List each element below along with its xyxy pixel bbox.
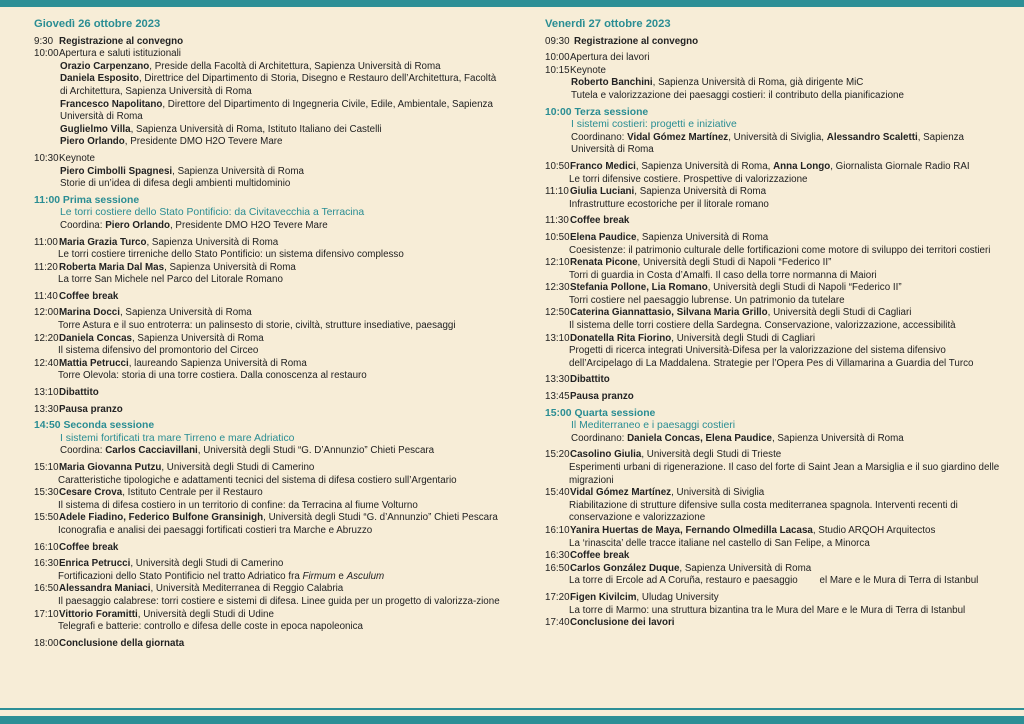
- day1-column: [34, 18, 502, 650]
- time-label: 17:40: [545, 617, 570, 629]
- greeting: [34, 99, 502, 124]
- program-item: [545, 617, 1007, 630]
- speaker-affiliation: , Università Mediterranea di Reggio Calabria: [150, 583, 344, 595]
- program-item: [545, 65, 1007, 78]
- speaker-affiliation: , Università degli Studi di Camerino: [161, 462, 315, 473]
- talk-item: [34, 609, 502, 622]
- talk-item: [34, 462, 502, 475]
- time-label: 15:20: [545, 449, 570, 461]
- speaker-affiliation: , Università degli Studi di Camerino: [130, 558, 284, 570]
- time-label: 16:10: [545, 524, 570, 536]
- speaker-name: Carlos González Duque: [570, 562, 680, 574]
- talk-title: Riabilitazione di strutture difensive sulla costa mediterranea spagnola. Interventi recenti di conservazione e valorizzazione: [569, 499, 958, 524]
- keynote-speaker: [545, 77, 1007, 90]
- program-item: [545, 391, 1007, 404]
- program-item: [34, 48, 502, 61]
- item-label: Coffee break: [570, 215, 630, 227]
- item-label: Apertura dei lavori: [570, 52, 650, 64]
- greeting: [34, 73, 502, 98]
- speaker-name: Stefania Pollone, Lia Romano: [570, 282, 708, 294]
- session-title: Le torri costiere dello Stato Pontificio: da Civitavecchia a Terracina: [60, 207, 365, 219]
- speaker-name: Franco Medici: [570, 160, 636, 172]
- speaker-name: Mattia Petrucci: [59, 357, 129, 369]
- talk-item: [545, 525, 1007, 538]
- program-item: [545, 36, 1007, 49]
- time-label: 11:20: [34, 261, 58, 273]
- speaker-name: Anna Longo: [773, 160, 831, 172]
- time-label: 11:30: [545, 215, 569, 227]
- talk-item: [34, 558, 502, 571]
- program-item: [34, 291, 502, 304]
- speaker-name: Alessandra Maniaci: [59, 583, 151, 595]
- talk-title: La torre San Michele nel Parco del Litorale Romano: [58, 274, 283, 286]
- talk-item: [545, 563, 1007, 576]
- time-label: 11:10: [545, 186, 569, 198]
- item-label: Pausa pranzo: [59, 403, 123, 415]
- talk-item: [545, 449, 1007, 462]
- greeting: [34, 136, 502, 149]
- speaker-affiliation: , Sapienza Università di Roma: [771, 432, 904, 444]
- talk-item: [545, 487, 1007, 500]
- day2-column: [545, 18, 1007, 630]
- time-label: 15:50: [34, 512, 59, 524]
- speaker-name: Daniela Concas, Elena Paudice: [627, 432, 772, 444]
- speaker-affiliation: , Sapienza Università di Roma, già dirigente MiC: [652, 77, 864, 89]
- speaker-name: Maria Giovanna Putzu: [59, 462, 162, 473]
- speaker-name: Yanira Huertas de Maya, Fernando Olmedilla Lacasa: [570, 524, 813, 536]
- speaker-name: Orazio Carpenzano: [60, 60, 150, 72]
- time-label: 10:30: [34, 152, 59, 164]
- speaker-affiliation: , Sapienza Università di Roma: [131, 332, 264, 344]
- talk-title: Le torri difensive costiere. Prospettive di valorizzazione: [569, 173, 808, 185]
- day2-header: Venerdì 27 ottobre 2023: [545, 18, 671, 30]
- speaker-affiliation: , Sapienza Università di Roma, Istituto Italiano dei Castelli: [130, 123, 382, 135]
- speaker-affiliation: , Uludag University: [636, 591, 719, 603]
- time-label: 12:30: [545, 282, 570, 294]
- item-label: Coffee break: [59, 290, 119, 302]
- speaker-affiliation: , Sapienza Università di Roma: [119, 307, 252, 319]
- speaker-name: Enrica Petrucci: [59, 558, 131, 570]
- talk-item: [34, 358, 502, 371]
- speaker-name: Carlos Cacciavillani: [105, 445, 198, 457]
- time-label: 16:50: [34, 583, 59, 595]
- speaker-affiliation: , Sapienza Università di Roma: [571, 131, 964, 156]
- time-label: 13:10: [34, 387, 59, 399]
- speaker-name: Marina Docci: [59, 307, 120, 319]
- coord-label: Coordina:: [60, 219, 106, 231]
- bottom-divider: [0, 708, 1024, 710]
- talk-text: Fortificazioni dello Stato Pontificio nel tratto Adriatico fra: [58, 570, 303, 582]
- talk-title: Il sistema difensivo del promontorio del Circeo: [58, 345, 259, 357]
- speaker-affiliation: , Università degli Studi di Udine: [137, 608, 274, 620]
- speaker-affiliation: , Università degli Studi di Cagliari: [767, 307, 912, 319]
- session-title: I sistemi costieri: progetti e iniziative: [571, 119, 737, 131]
- speaker-affiliation: , Sapienza Università di Roma: [172, 165, 304, 177]
- time-label: 17:10: [34, 608, 59, 620]
- time-label: 10:15: [545, 64, 570, 76]
- speaker-name: Piero Orlando: [105, 219, 170, 231]
- speaker-affiliation: , Università degli Studi di Napoli “Federico II”: [707, 282, 902, 294]
- time-label: 10:50: [545, 160, 570, 172]
- speaker-name: Roberto Banchini: [571, 77, 653, 89]
- talk-item: [545, 307, 1007, 320]
- talk-title: Torre Astura e il suo entroterra: un palinsesto di storie, civiltà, strutture insediative, paesaggi: [58, 320, 456, 332]
- item-label: Conclusione dei lavori: [570, 617, 675, 629]
- speaker-affiliation: , Università degli Studi di Trieste: [641, 449, 782, 461]
- talk-item: [545, 161, 1007, 174]
- speaker-name: Giulia Luciani: [570, 186, 635, 198]
- speaker-affiliation: , Direttrice del Dipartimento di Storia, Disegno e Restauro dell’Architettura, Facoltà di Architettura, Sapienza Università di Roma: [60, 73, 497, 97]
- talk-title: Torri di guardia in Costa d’Amalfi. Il caso della torre normanna di Maiori: [569, 269, 877, 281]
- talk-title: Il sistema delle torri costiere della Sardegna. Conservazione, valorizzazione, accessibilità: [569, 320, 956, 332]
- speaker-name: Maria Grazia Turco: [59, 236, 147, 248]
- item-label: Dibattito: [570, 374, 610, 386]
- program-item: [545, 374, 1007, 387]
- talk-item: [34, 512, 502, 525]
- time-label: 09:30: [545, 35, 570, 47]
- speaker-name: Daniela Concas: [59, 332, 132, 344]
- item-label: Keynote: [570, 64, 606, 76]
- talk-title: Tutela e valorizzazione dei paesaggi costieri: il contributo della pianificazione: [571, 89, 904, 101]
- speaker-affiliation: , Sapienza Università di Roma: [146, 236, 279, 248]
- time-label: 13:30: [34, 403, 59, 415]
- speaker-affiliation: , Presidente DMO H2O Tevere Mare: [124, 136, 283, 148]
- talk-title: Storie di un’idea di difesa degli ambienti multidominio: [60, 178, 291, 190]
- talk-title: Progetti di ricerca integrati Università-Difesa per la valorizzazione del sistema difensivo dell’Arcipelago di La Maddalena. Strategie per l’Opera Pes di Villamarina a Guardia del Turco: [569, 345, 974, 369]
- speaker-name: Piero Orlando: [60, 136, 125, 148]
- speaker-affiliation: , Sapienza Università di Roma: [679, 562, 812, 574]
- talk-title: Iconografia e analisi dei paesaggi fortificati costieri tra Marche e Abruzzo: [58, 524, 373, 536]
- item-label: Keynote: [59, 152, 95, 164]
- speaker-name: Cesare Crova: [59, 487, 123, 499]
- speaker-affiliation: , Sapienza Università di Roma: [634, 186, 767, 198]
- talk-item: [34, 262, 502, 275]
- speaker-affiliation: , Università di Siviglia: [671, 487, 765, 499]
- speaker-name: Alessandro Scaletti: [826, 131, 918, 143]
- day1-header: Giovedì 26 ottobre 2023: [34, 18, 161, 30]
- item-label: Conclusione della giornata: [59, 637, 185, 649]
- time-label: 15:10: [34, 462, 59, 473]
- speaker-name: Roberta Maria Dal Mas: [59, 261, 165, 273]
- talk-title: Telegrafi e batterie: controllo e difesa delle coste in epoca napoleonica: [58, 621, 363, 633]
- session-coordinator: [34, 445, 502, 458]
- time-label: 12:20: [34, 332, 59, 344]
- session-header: 11:00 Prima sessione: [34, 194, 140, 206]
- time-label: 12:00: [34, 307, 59, 319]
- keynote-speaker: [34, 166, 502, 179]
- talk-title: Le torri costiere tirreniche dello Stato Pontificio: un sistema difensivo complesso: [58, 249, 404, 261]
- item-label: Dibattito: [59, 387, 99, 399]
- speaker-name: Donatella Rita Fiorino: [570, 332, 672, 344]
- speaker-affiliation: , Università degli Studi di Napoli “Federico II”: [637, 257, 832, 269]
- coord-label: Coordinano:: [571, 131, 628, 143]
- session-coordinator: [545, 433, 1007, 446]
- talk-title: Caratteristiche tipologiche e adattamenti tecnici del sistema di difesa costiero sull’Argentario: [58, 474, 457, 486]
- talk-item: [545, 282, 1007, 295]
- talk-text: e: [335, 570, 347, 582]
- talk-title: La torre di Ercole ad A Coruña, restauro e paesaggio el Mare e le Mura di Terra di Istanbul: [569, 575, 979, 587]
- talk-text-italic: Asculum: [346, 570, 385, 582]
- talk-item: [34, 583, 502, 596]
- speaker-name: Piero Cimbolli Spagnesi: [60, 165, 173, 177]
- bottom-accent-bar: [0, 716, 1024, 724]
- time-label: 9:30: [34, 35, 54, 47]
- time-label: 12:10: [545, 257, 570, 269]
- speaker-affiliation: , Preside della Facoltà di Architettura, Sapienza Università di Roma: [149, 60, 441, 72]
- time-label: 18:00: [34, 637, 59, 649]
- time-label: 10:50: [545, 231, 570, 243]
- speaker-name: Vittorio Foramitti: [59, 608, 138, 620]
- greeting: [34, 61, 502, 74]
- talk-item: [34, 307, 502, 320]
- session-header: 10:00 Terza sessione: [545, 106, 649, 118]
- speaker-affiliation: , Presidente DMO H2O Tevere Mare: [169, 219, 328, 231]
- speaker-name: Adele Fiadino, Federico Bulfone Gransinigh: [59, 512, 264, 524]
- time-label: 13:45: [545, 391, 570, 403]
- session-title: Il Mediterraneo e i paesaggi costieri: [571, 420, 736, 432]
- time-label: 15:40: [545, 487, 570, 499]
- item-label: Coffee break: [570, 550, 630, 562]
- program-item: [34, 153, 502, 166]
- speaker-affiliation: , Università di Siviglia,: [728, 131, 827, 143]
- talk-item: [34, 487, 502, 500]
- program-item: [545, 52, 1007, 65]
- time-label: 16:10: [34, 541, 59, 553]
- program-item: [34, 404, 502, 417]
- speaker-affiliation: , Università degli Studi “G. D’Annunzio” Chieti Pescara: [197, 445, 435, 457]
- session-coordinator: [34, 220, 502, 233]
- coord-label: Coordinano:: [571, 432, 628, 444]
- speaker-name: Daniela Esposito: [60, 73, 139, 85]
- talk-title: Coesistenze: il patrimonio culturale delle fortificazioni come motore di sviluppo dei territori costieri: [569, 244, 991, 256]
- speaker-name: Elena Paudice: [570, 231, 637, 243]
- talk-item: [545, 232, 1007, 245]
- speaker-name: Guglielmo Villa: [60, 123, 131, 135]
- program-item: [34, 542, 502, 555]
- talk-title: Torre Olevola: storia di una torre costiera. Dalla conoscenza al restauro: [58, 370, 367, 382]
- time-label: 15:30: [34, 487, 59, 499]
- time-label: 16:30: [545, 550, 570, 562]
- time-label: 11:00: [34, 236, 58, 248]
- speaker-affiliation: , laureando Sapienza Università di Roma: [128, 357, 307, 369]
- program-item: [545, 215, 1007, 228]
- time-label: 13:10: [545, 332, 570, 344]
- item-label: Coffee break: [59, 541, 119, 553]
- talk-item: [545, 186, 1007, 199]
- program-item: [34, 387, 502, 400]
- talk-text-italic: Firmum: [302, 570, 336, 582]
- time-label: 10:00: [545, 52, 570, 64]
- top-accent-bar: [0, 0, 1024, 7]
- speaker-affiliation: , Direttore del Dipartimento di Ingegneria Civile, Edile, Ambientale, Sapienza Università di Roma: [60, 98, 493, 123]
- speaker-affiliation: , Sapienza Università di Roma: [164, 261, 296, 273]
- speaker-affiliation: , Istituto Centrale per il Restauro: [122, 487, 263, 499]
- greeting: [34, 124, 502, 137]
- speaker-name: Caterina Giannattasio, Silvana Maria Grillo: [570, 307, 768, 319]
- speaker-affiliation: , Università degli Studi “G. d’Annunzio” Chieti Pescara: [263, 512, 498, 524]
- speaker-affiliation: , Università degli Studi di Cagliari: [671, 332, 816, 344]
- time-label: 10:00: [34, 48, 59, 60]
- time-label: 13:30: [545, 374, 570, 386]
- session-header: 14:50 Seconda sessione: [34, 420, 155, 432]
- talk-title: Il sistema di difesa costiero in un territorio di confine: da Terracina al fiume Volturno: [58, 499, 418, 511]
- talk-item: [34, 333, 502, 346]
- speaker-name: Francesco Napolitano: [60, 98, 163, 110]
- time-label: 12:50: [545, 307, 570, 319]
- speaker-affiliation: , Studio ARQOH Arquitectos: [812, 524, 936, 536]
- talk-title: La torre di Marmo: una struttura bizantina tra le Mura del Mare e le Mura di Terra di Istanbul: [569, 604, 966, 616]
- talk-title: Esperimenti urbani di rigenerazione. Il caso del forte di Saint Jean a Marsiglia e il suo giardino delle migrazioni: [569, 462, 1000, 486]
- talk-title: Infrastrutture ecostoriche per il litorale romano: [569, 198, 769, 210]
- time-label: 12:40: [34, 357, 59, 369]
- item-label: Apertura e saluti istituzionali: [59, 48, 181, 60]
- time-label: 16:50: [545, 562, 570, 574]
- speaker-name: Vidal Gómez Martínez: [627, 131, 729, 143]
- time-label: 11:40: [34, 290, 58, 302]
- speaker-affiliation: , Sapienza Università di Roma: [636, 231, 769, 243]
- program-item: [34, 638, 502, 651]
- item-label: Registrazione al convegno: [59, 35, 184, 47]
- talk-item: [545, 333, 1007, 346]
- time-label: 16:30: [34, 558, 59, 570]
- talk-title: La ‘rinascita’ delle tracce italiane nel castello di San Felipe, a Minorca: [569, 537, 870, 549]
- talk-title: [34, 571, 502, 584]
- speaker-affiliation: , Giornalista Giornale Radio RAI: [830, 160, 970, 172]
- item-label: Pausa pranzo: [570, 391, 634, 403]
- time-label: 17:20: [545, 591, 570, 603]
- talk-item: [545, 257, 1007, 270]
- item-label: Registrazione al convegno: [574, 35, 699, 47]
- session-title: I sistemi fortificati tra mare Tirreno e mare Adriatico: [60, 432, 295, 444]
- speaker-name: Renata Picone: [570, 257, 638, 269]
- talk-title: Il paesaggio calabrese: torri costiere e sistemi di difesa. Linee guida per un progetto di valorizza-zione: [58, 595, 500, 607]
- session-header: 15:00 Quarta sessione: [545, 407, 656, 419]
- speaker-name: Figen Kivilcim: [570, 591, 637, 603]
- speaker-name: Casolino Giulia: [570, 449, 642, 461]
- session-coordinator: [545, 132, 1007, 157]
- talk-title: Torri costiere nel paesaggio lubrense. Un patrimonio da tutelare: [569, 294, 845, 306]
- program-item: [34, 36, 502, 49]
- talk-item: [545, 592, 1007, 605]
- speaker-name: Vidal Gómez Martínez: [570, 487, 672, 499]
- talk-item: [34, 237, 502, 250]
- program-item: [545, 550, 1007, 563]
- coord-label: Coordina:: [60, 445, 106, 457]
- speaker-affiliation: , Sapienza Università di Roma,: [635, 160, 774, 172]
